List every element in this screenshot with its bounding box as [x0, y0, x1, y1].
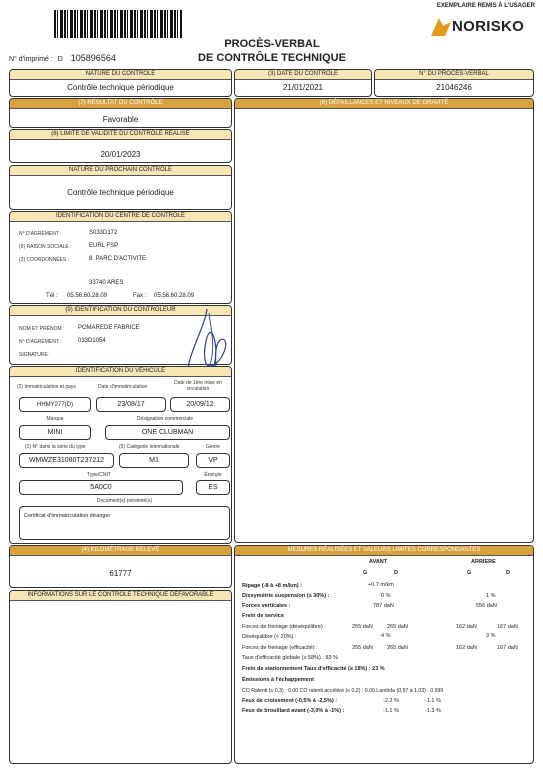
validity-value: 20/01/2023 [100, 150, 141, 159]
ripage-value: +0.7 m/km [368, 582, 394, 588]
center-agrement: S033D172 [89, 230, 118, 236]
result-box [9, 98, 232, 128]
docs-field [19, 506, 230, 540]
category-field: M1 [119, 453, 189, 468]
emissions-label: Émissions à l'échappement [242, 677, 314, 683]
crois-arriere: -1.1 % [425, 698, 441, 704]
avant-g: G [363, 570, 368, 576]
vehicle-label: IDENTIFICATION DU VÉHICULE [10, 367, 231, 377]
immat-label: (2) Immatriculation et pays [17, 384, 76, 390]
date-immat-label: Date d'immatriculation [98, 384, 148, 390]
center-address: 8. PARC D'ACTIVITE [89, 256, 147, 262]
brouil-arriere: -1.3 % [425, 708, 441, 714]
info-box [9, 590, 232, 764]
validity-box [9, 129, 232, 163]
nature-value: Contrôle technique périodique [67, 83, 174, 92]
category-label: (5) Catégorie internationale [119, 444, 180, 450]
pv-label: N° DU PROCÈS-VERBAL [375, 70, 533, 80]
energie-label: Énergie [204, 472, 222, 478]
crois-avant: -2.2 % [383, 698, 399, 704]
mileage-label: (4) KILOMÉTRAGE RELEVÉ [10, 546, 231, 556]
genre-field: VP [196, 453, 230, 468]
measures-label: MESURES RÉALISÉES ET VALEURS LIMITES CORRESPONDANTES [235, 546, 533, 556]
nature-box [9, 69, 232, 97]
defects-box [234, 98, 534, 543]
ff-desq-ar-g: 162 daN [456, 624, 477, 630]
genre-label: Genre [206, 444, 220, 450]
center-label: IDENTIFICATION DU CENTRE DE CONTRÔLE [10, 212, 231, 222]
result-label: (7) RÉSULTAT DU CONTRÔLE [10, 99, 231, 109]
validity-label: (8) LIMITE DE VALIDITÉ DU CONTRÔLE RÉALISÉ [10, 130, 231, 140]
avant-d: D [394, 570, 398, 576]
next-control-value: Contrôle technique périodique [67, 188, 174, 197]
result-value: Favorable [102, 115, 139, 124]
defects-label: (6) DÉFAILLANCES ET NIVEAUX DE GRAVITÉ [235, 99, 533, 109]
arriere-g: G [467, 570, 472, 576]
ff-desq-av-g: 255 daN [352, 624, 373, 630]
date-label: (3) DATE DU CONTRÔLE [235, 70, 371, 80]
dissym-label: Dissymétrie suspension (≤ 30%) : [242, 593, 330, 599]
serial-field: WMWZE31080T237212 [19, 453, 114, 468]
ff-desq-av-d: 265 daN [387, 624, 408, 630]
serial-label: (1) N° dans la série du type [25, 444, 86, 450]
controller-agrement-label: N° D'AGRÉMENT : [19, 339, 62, 345]
designation-label: Désignation commerciale [136, 416, 194, 422]
center-fax: 05.56.60.28.09 [154, 293, 195, 299]
type-field: 5A0C0 [19, 480, 183, 495]
controller-agrement: 033D1054 [78, 338, 106, 344]
ff-desq-label: Forces de freinage (déséquilibre) : [242, 624, 326, 630]
taux-global: Taux d'efficacité globale (≥ 58%) : 83 % [242, 655, 338, 661]
date-immat-field: 23/08/17 [96, 397, 166, 412]
dissym-arriere: 1 % [486, 593, 496, 599]
print-number-row [9, 53, 116, 63]
pv-value: 21046246 [436, 83, 472, 92]
norisko-logo [428, 14, 534, 40]
title-line2: DE CONTRÔLE TECHNIQUE [198, 52, 346, 64]
docs-value: Certificat d'immatriculation étranger [24, 513, 111, 519]
first-circ-label: Date de 1ère mise en circulation [174, 380, 222, 392]
controller-name-label: NOM ET PRÉNOM : [19, 326, 65, 332]
print-label: N° d'imprimé : [9, 56, 53, 63]
nature-label: NATURE DU CONTRÔLE [10, 70, 231, 80]
marque-field: MINI [19, 425, 91, 440]
fv-avant: 787 daN [373, 603, 394, 609]
arriere-header: ARRIERE [471, 559, 496, 565]
center-raison-label: (9) RAISON SOCIALE : [19, 244, 72, 250]
next-control-box [9, 165, 232, 210]
fv-label: Forces verticales : [242, 603, 291, 609]
ripage-label: Ripage (-8 à +8 m/km) : [242, 583, 303, 589]
date-box [234, 69, 372, 97]
ff-eff-ar-g: 162 daN [456, 645, 477, 651]
info-label: INFORMATIONS SUR LE CONTRÔLE TECHNIQUE DÉFAVORABLE [10, 591, 231, 601]
mileage-box [9, 545, 232, 588]
ff-desq-ar-d: 167 daN [497, 624, 518, 630]
dissym-avant: 0 % [381, 593, 391, 599]
next-control-label: NATURE DU PROCHAIN CONTRÔLE [10, 166, 231, 176]
print-number: 105896564 [70, 53, 116, 63]
designation-field: ONE CLUBMAN [105, 425, 230, 440]
brouil-label: Feux de brouillard avant (-3,0% à -1%) : [242, 708, 345, 714]
ff-eff-ar-d: 167 daN [497, 645, 518, 651]
co-values: CO Ralenti (≤ 0,3) : 0.00 CO ralenti accéléré (≤ 0,2) : 0.00 Lambda (0,97 à 1,03) : 0.999 [242, 688, 444, 694]
center-tel: 05.56.60.28.09 [67, 293, 108, 299]
brand-icon [428, 14, 454, 40]
controller-name: POMAREDE FABRICE [78, 325, 140, 331]
ff-eff-label: Forces de freinage (efficacité) : [242, 645, 318, 651]
docs-label: Document(s) présenté(s) [96, 498, 153, 504]
frein-service-label: Frein de service [242, 613, 284, 619]
center-box [9, 211, 232, 304]
title-line1: PROCÈS-VERBAL [224, 38, 320, 50]
center-tel-label: Tél : [46, 293, 58, 299]
pv-box [374, 69, 534, 97]
brand-name: NORISKO [452, 18, 525, 35]
controller-label: (9) IDENTIFICATION DU CONTRÔLEUR [10, 306, 231, 316]
center-coord-label: (3) COORDONNÉES : [19, 257, 70, 263]
fv-arriere: 556 daN [476, 603, 497, 609]
copy-label: EXEMPLAIRE REMIS À L'USAGER [436, 3, 535, 9]
print-prefix: D [57, 56, 63, 63]
vehicle-box [9, 366, 232, 544]
avant-header: AVANT [369, 559, 388, 565]
marque-label: Marque [46, 416, 64, 422]
center-agrement-label: N° D'AGRÉMENT : [19, 231, 62, 237]
deseq-arriere: 3 % [486, 633, 496, 639]
center-raison: EURL FSP [89, 243, 119, 249]
mileage-value: 61777 [109, 569, 132, 578]
barcode [54, 10, 182, 38]
date-value: 21/01/2021 [282, 83, 324, 92]
stationnement: Frein de stationnement Taux d'efficacité (≥ 18%) : 23 % [242, 666, 385, 672]
brouil-avant: -1.1 % [383, 708, 399, 714]
arriere-d: D [506, 570, 510, 576]
crois-label: Feux de croisement (-0,5% à -2,5%) : [242, 698, 338, 704]
measures-box [234, 545, 534, 764]
type-label: Type/CNIT [87, 472, 111, 478]
center-fax-label: Fax : [133, 293, 147, 299]
controller-signature-label: SIGNATURE : [19, 352, 51, 358]
first-circ-field: 20/09/12 [170, 397, 230, 412]
deseq-label: Déséquilibre (< 20%) : [242, 634, 297, 640]
energie-field: ES [196, 480, 230, 495]
ff-eff-av-g: 255 daN [352, 645, 373, 651]
ff-eff-av-d: 265 daN [387, 645, 408, 651]
immat-field: HHMY277(D) [19, 397, 91, 412]
center-city: 33740 ARES [89, 280, 124, 286]
deseq-avant: 4 % [381, 633, 391, 639]
